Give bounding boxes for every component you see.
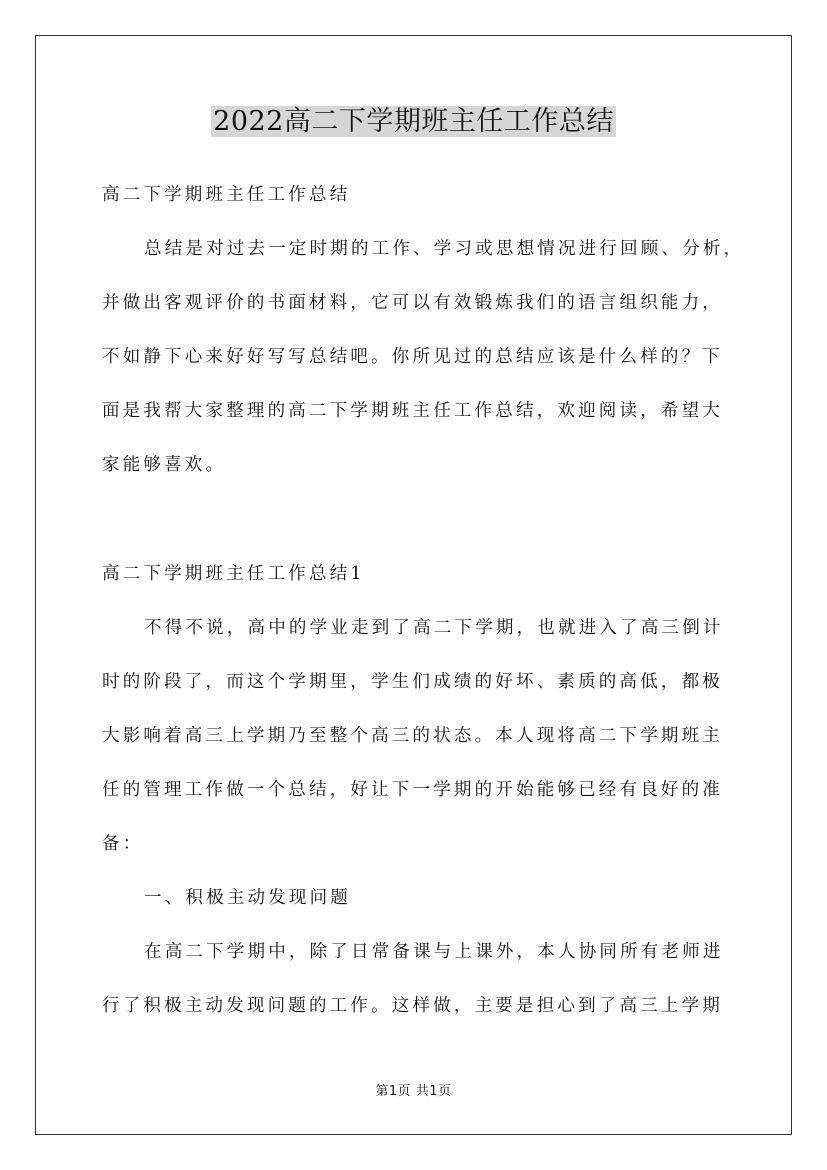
subtitle: 高二下学期班主任工作总结 [102,185,351,205]
document-title [0,102,827,142]
section-line: 任的管理工作做一个总结，好让下一学期的开始能够已经有良好的准 [102,780,723,800]
point-line: 行了积极主动发现问题的工作。这样做，主要是担心到了高三上学期 [102,996,723,1016]
point-heading: 一、积极主动发现问题 [144,888,351,908]
intro-line: 并做出客观评价的书面材料，它可以有效锻炼我们的语言组织能力， [102,293,723,313]
intro-line: 面是我帮大家整理的高二下学期班主任工作总结，欢迎阅读，希望大 [102,401,723,421]
document-title-text: 2022高二下学期班主任工作总结 [213,106,614,137]
section-line: 备： [102,834,144,854]
intro-line: 家能够喜欢。 [102,455,227,475]
section-line: 大影响着高三上学期乃至整个高三的状态。本人现将高二下学期班主 [102,726,723,746]
intro-line: 总结是对过去一定时期的工作、学习或思想情况进行回顾、分析， [144,239,745,259]
point-line: 在高二下学期中，除了日常备课与上课外，本人协同所有老师进 [144,942,724,962]
intro-line: 不如静下心来好好写写总结吧。你所见过的总结应该是什么样的？下 [102,347,723,367]
section-line: 不得不说，高中的学业走到了高二下学期，也就进入了高三倒计 [144,618,724,638]
section-heading: 高二下学期班主任工作总结1 [102,564,365,584]
section-line: 时的阶段了，而这个学期里，学生们成绩的好坏、素质的高低，都极 [102,672,723,692]
page-footer: 第1页 共1页 [375,1084,452,1099]
